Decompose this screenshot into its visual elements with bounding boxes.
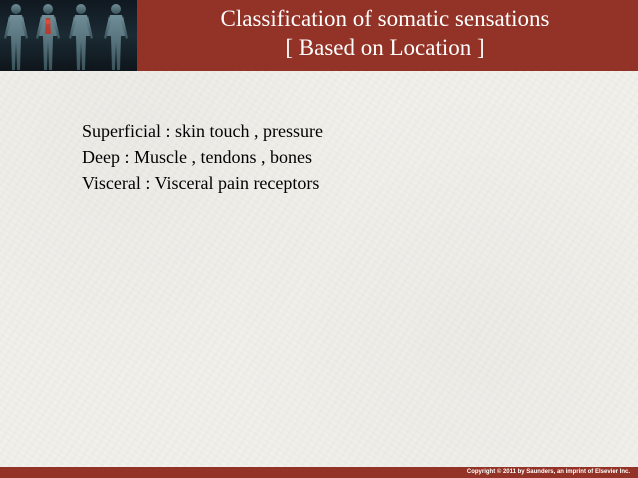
anatomy-figures-image xyxy=(0,0,137,71)
title-line-1: Classification of somatic sensations xyxy=(220,6,550,31)
copyright-notice: Copyright © 2011 by Saunders, an imprint of Elsevier Inc. xyxy=(466,469,630,475)
footer-bar xyxy=(0,467,638,478)
body-line-deep: Deep : Muscle , tendons , bones xyxy=(82,147,312,167)
slide-title xyxy=(137,4,633,62)
slide-body xyxy=(82,118,602,196)
slide-header xyxy=(0,0,638,71)
human-body-figures-icon xyxy=(0,0,137,71)
body-line-superficial: Superficial : skin touch , pressure xyxy=(82,121,323,141)
title-line-2: [ Based on Location ] xyxy=(285,35,485,60)
body-line-visceral: Visceral : Visceral pain receptors xyxy=(82,173,320,193)
